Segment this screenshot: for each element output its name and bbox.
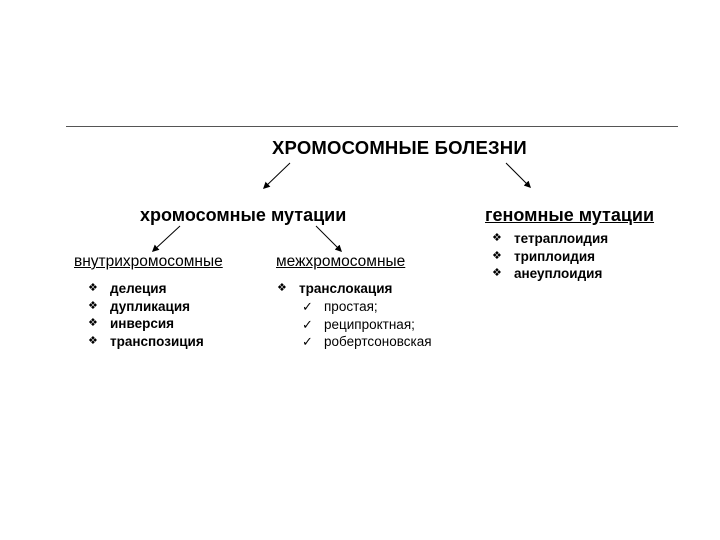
genomic-list — [492, 230, 608, 283]
arrow-to-chromosomal-icon — [264, 163, 290, 188]
diamond-bullet-icon: ❖ — [88, 334, 98, 347]
chromosomal-mutations-label: хромосомные мутации — [140, 205, 347, 225]
diamond-bullet-icon: ❖ — [492, 232, 502, 245]
checkmark-icon: ✓ — [302, 299, 313, 315]
diagram-title: ХРОМОСОМНЫЕ БОЛЕЗНИ — [272, 137, 527, 158]
translocation-subtypes-list — [302, 298, 432, 351]
arrow-to-inter-icon — [316, 226, 341, 251]
diamond-bullet-icon: ❖ — [88, 282, 98, 295]
interchromosomal-list — [277, 280, 392, 298]
list-item: ❖ анеуплоидия — [492, 266, 603, 282]
list-item: ✓ простая; — [302, 299, 378, 315]
list-item: ❖ транспозиция — [88, 333, 204, 349]
checkmark-icon: ✓ — [302, 334, 313, 350]
genomic-mutations-label: геномные мутации — [485, 205, 655, 225]
list-item: ❖ триплоидия — [492, 248, 595, 264]
arrow-to-intra-icon — [153, 226, 180, 251]
list-item: ❖ транслокация — [277, 281, 393, 297]
intrachromosomal-list — [88, 280, 204, 350]
list-item: ✓ реципроктная; — [302, 316, 415, 332]
list-item: ✓ робертсоновская — [302, 334, 432, 350]
diamond-bullet-icon: ❖ — [88, 299, 98, 312]
diamond-bullet-icon: ❖ — [88, 317, 98, 330]
arrow-to-genomic-icon — [506, 163, 530, 187]
intrachromosomal-label: внутрихромосомные — [74, 253, 223, 270]
diamond-bullet-icon: ❖ — [492, 249, 502, 262]
list-item: ❖ тетраплоидия — [492, 231, 609, 247]
diamond-bullet-icon: ❖ — [277, 282, 287, 295]
diamond-bullet-icon: ❖ — [492, 267, 502, 280]
interchromosomal-label: межхромосомные — [276, 253, 406, 270]
list-item: ❖ делеция — [88, 281, 167, 297]
list-item: ❖ дупликация — [88, 298, 191, 314]
list-item: ❖ инверсия — [88, 316, 175, 332]
checkmark-icon: ✓ — [302, 316, 313, 332]
